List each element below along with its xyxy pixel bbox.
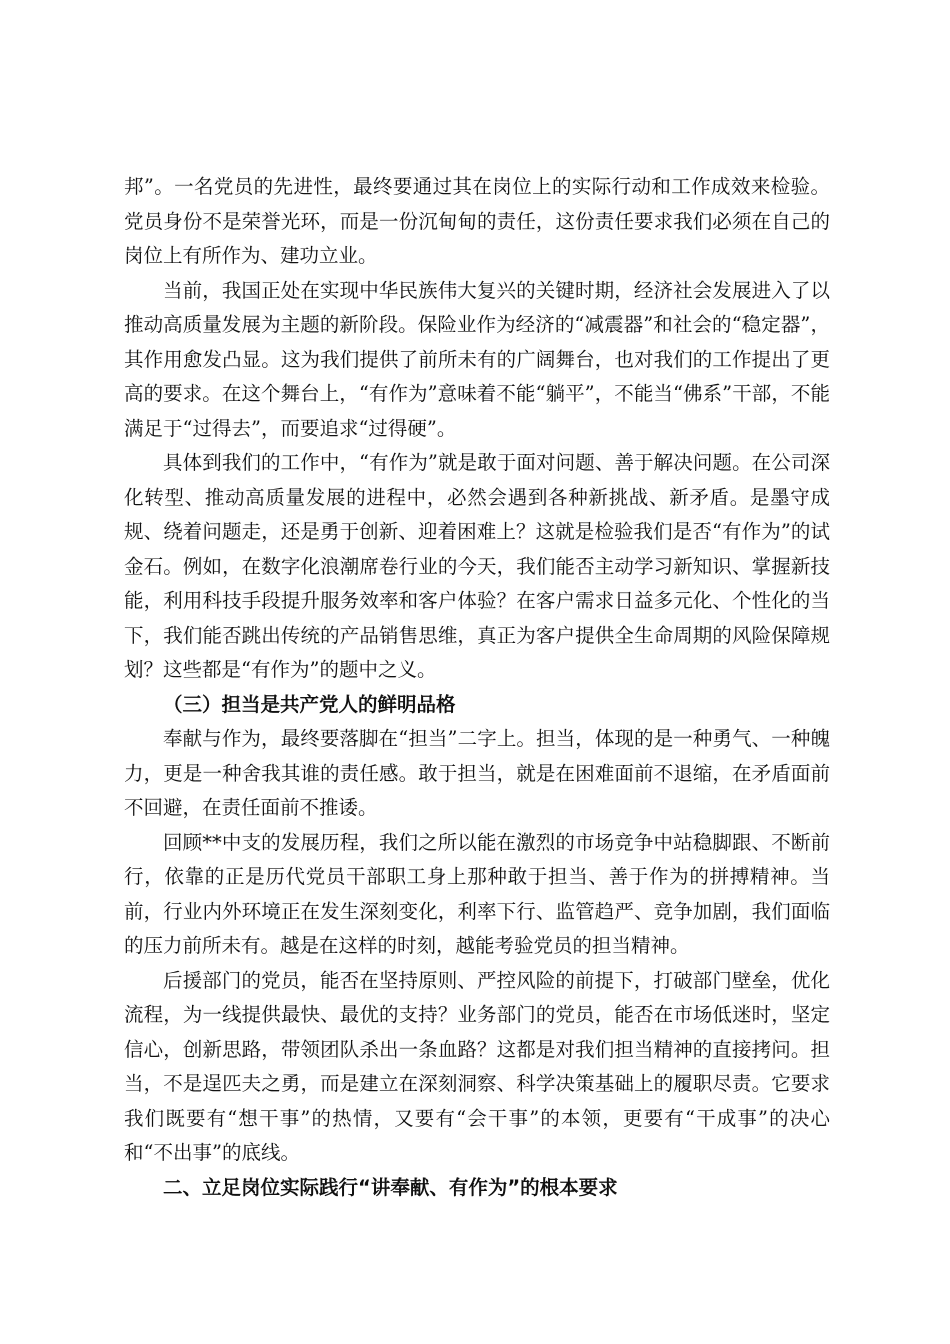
paragraph-support-departments: 后援部门的党员，能否在坚持原则、严控风险的前提下，打破部门壁垒，优化流程，为一线提供最快、最优的支持？业务部门的党员，能否在市场低迷时，坚定信心，创新思路，带领团队杀出一条血路？这都是对我们担当精神的直接拷问。担当，不是逞匹夫之勇，而是建立在深刻洞察、科学决策基础上的履职尽责。它要求我们既要有“想干事”的热情，又要有“会干事”的本领，更要有“干成事”的决心和“不出事”的底线。: [124, 968, 830, 1164]
paragraph-continuation: 邦”。一名党员的先进性，最终要通过其在岗位上的实际行动和工作成效来检验。党员身份不是荣誉光环，而是一份沉甸甸的责任，这份责任要求我们必须在自己的岗位上有所作为、建功立业。: [124, 175, 830, 267]
paragraph-specific-work: 具体到我们的工作中，“有作为”就是敢于面对问题、善于解决问题。在公司深化转型、推动高质量发展的进程中，必然会遇到各种新挑战、新矛盾。是墨守成规、绕着问题走，还是勇于创新、迎着困难上？这就是检验我们是否“有作为”的试金石。例如，在数字化浪潮席卷行业的今天，我们能否主动学习新知识、掌握新技能，利用科技手段提升服务效率和客户体验？在客户需求日益多元化、个性化的当下，我们能否跳出传统的产品销售思维，真正为客户提供全生命周期的风险保障规划？这些都是“有作为”的题中之义。: [124, 451, 830, 681]
paragraph-review-history: 回顾**中支的发展历程，我们之所以能在激烈的市场竞争中站稳脚跟、不断前行，依靠的正是历代党员干部职工身上那种敢于担当、善于作为的拼搏精神。当前，行业内外环境正在发生深刻变化，利率下行、监管趋严、竞争加剧，我们面临的压力前所未有。越是在这样的时刻，越能考验党员的担当精神。: [124, 830, 830, 957]
document-body: [124, 170, 830, 1205]
paragraph-dedication-action: 奉献与作为，最终要落脚在“担当”二字上。担当，体现的是一种勇气、一种魄力，更是一种舍我其谁的责任感。敢于担当，就是在困难面前不退缩，在矛盾面前不回避，在责任面前不推诿。: [124, 727, 830, 819]
section-heading-3: （三）担当是共产党人的鲜明品格: [163, 692, 456, 716]
section-heading-2: 二、立足岗位实际践行“讲奉献、有作为”的根本要求: [163, 1175, 618, 1199]
paragraph-current-period: 当前，我国正处在实现中华民族伟大复兴的关键时期，经济社会发展进入了以推动高质量发展为主题的新阶段。保险业作为经济的“减震器”和社会的“稳定器”，其作用愈发凸显。这为我们提供了前所未有的广阔舞台，也对我们的工作提出了更高的要求。在这个舞台上，“有作为”意味着不能“躺平”，不能当“佛系”干部，不能满足于“过得去”，而要追求“过得硬”。: [124, 278, 830, 440]
